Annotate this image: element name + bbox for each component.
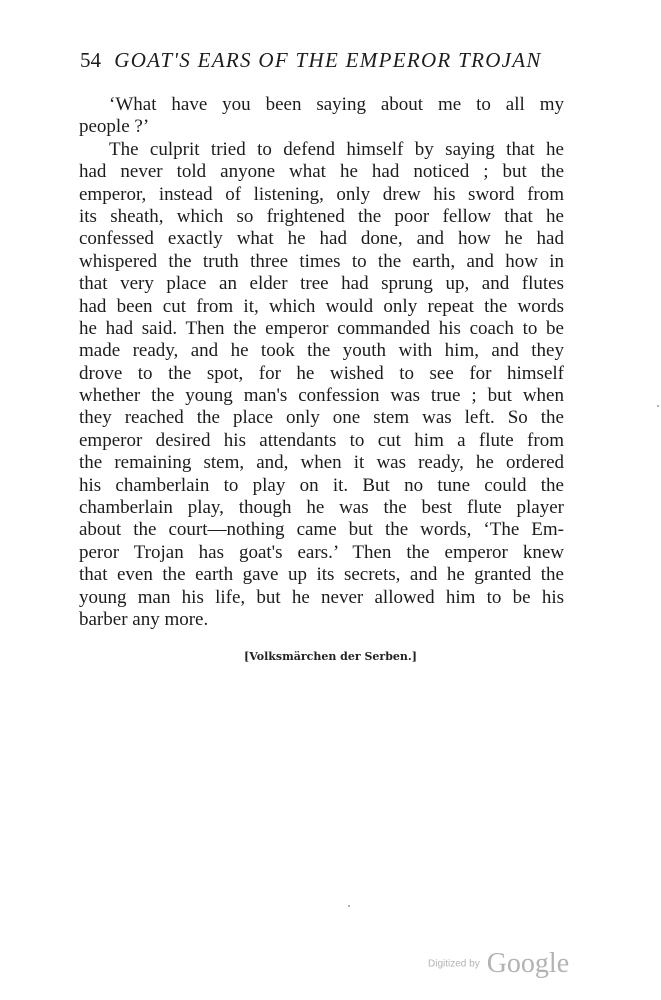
text-line: emperor, instead of listening, only drew his sword from xyxy=(79,183,564,205)
text-line: barber any more. xyxy=(79,608,209,630)
running-header xyxy=(80,48,560,72)
text-line: peror Trojan has goat's ears.’ Then the emperor knew xyxy=(79,541,564,563)
text-line: ‘What have you been saying about me to all my xyxy=(109,94,564,115)
text-line: about the court—nothing came but the words, ‘The Em- xyxy=(79,519,564,541)
text-line: its sheath, which so frightened the poor fellow that he xyxy=(79,205,564,227)
text-line: that very place an elder tree had sprung up, and flutes xyxy=(79,273,564,295)
source-citation: [Volksmärchen der Serben.] xyxy=(244,650,417,663)
text-line: people ?’ xyxy=(79,116,150,138)
speck-mark xyxy=(348,905,350,907)
text-line: chamberlain play, though he was the best flute player xyxy=(79,497,564,519)
digitized-watermark xyxy=(428,948,569,980)
text-line: had been cut from it, which would only repeat the words xyxy=(79,295,564,317)
text-line: confessed exactly what he had done, and how he had xyxy=(79,228,564,250)
text-line: the remaining stem, and, when it was ready, he ordered xyxy=(79,452,564,474)
story-text xyxy=(79,94,564,631)
page-number: 54 xyxy=(80,48,101,72)
google-logo: Google xyxy=(486,948,570,979)
watermark-prefix: Digitized by xyxy=(428,958,480,970)
text-line: they reached the place only one stem was left. So the xyxy=(79,407,564,429)
text-line: that even the earth gave up its secrets, and he granted the xyxy=(79,564,564,586)
text-line: made ready, and he took the youth with him, and they xyxy=(79,340,564,362)
text-line: whispered the truth three times to the earth, and how in xyxy=(79,250,564,272)
text-line: whether the young man's confession was true ; but when xyxy=(79,385,564,407)
text-line: young man his life, but he never allowed him to be his xyxy=(79,586,564,608)
text-line: he had said. Then the emperor commanded his coach to be xyxy=(79,317,564,339)
text-line: emperor desired his attendants to cut him a flute from xyxy=(79,429,564,451)
text-line: The culprit tried to defend himself by saying that he xyxy=(109,138,564,160)
speck-mark xyxy=(657,405,659,407)
running-title: GOAT'S EARS OF THE EMPEROR TROJAN xyxy=(114,48,542,72)
text-line: had never told anyone what he had noticed ; but the xyxy=(79,161,564,183)
text-line: his chamberlain to play on it. But no tune could the xyxy=(79,474,564,496)
text-line: drove to the spot, for he wished to see for himself xyxy=(79,362,564,384)
